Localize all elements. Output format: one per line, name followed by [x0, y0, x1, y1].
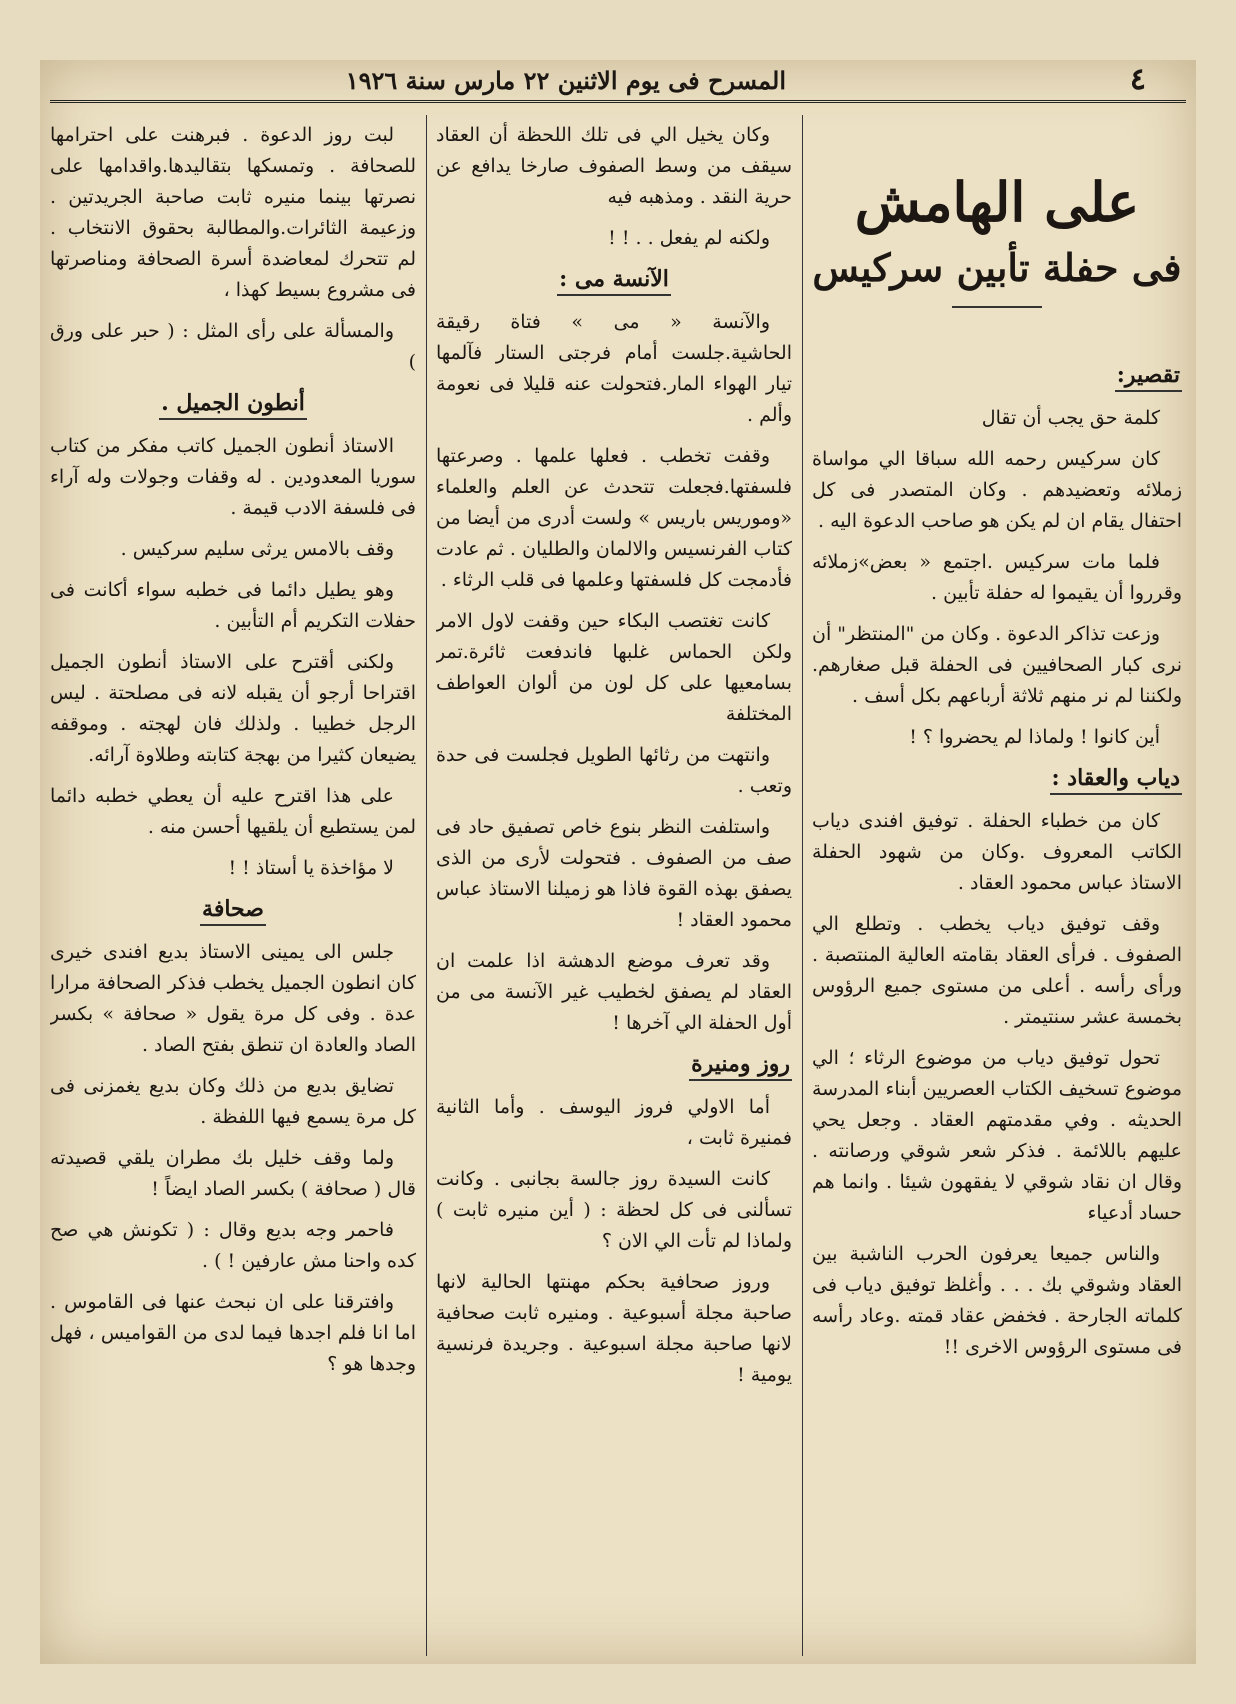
article-title: على الهامش [854, 170, 1140, 234]
paragraph: الاستاذ أنطون الجميل كاتب مفكر من كتاب سوريا المعدودين . له وقفات وجولات وله آراء فى فلسفة الادب قيمة . [50, 435, 416, 519]
paragraph: وكان يخيل الي فى تلك اللحظة أن العقاد سيقف من وسط الصفوف صارخا يدافع عن حرية النقد . ومذهبه فيه [436, 124, 792, 208]
section-heading: أنطون الجميل . [50, 388, 416, 419]
paragraph: ولكنى أقترح على الاستاذ أنطون الجميل اقتراحا أرجو أن يقبله لانه فى مصلحتة . ليس الرجل خطيبا . ولذلك فان لهجته . وموقفه يضيعان كثيرا من بهجة كتابته وطلاوة آرائه. [50, 651, 416, 766]
column-left [50, 120, 416, 1656]
paragraph: والمسألة على رأى المثل : ( حبر على ورق ) [50, 320, 416, 373]
title-divider [952, 306, 1042, 308]
column-rule [802, 115, 803, 1656]
paragraph: وقفت تخطب . فعلها علمها . وصرعتها فلسفتها.فجعلت تتحدث عن العلم والعلماء «وموريس باريس » ولست أدرى من أيضا من كتاب الفرنسيس والالمان والطليان . ثم عادت فأدمجت كل فلسفتها وعلمها فى قلب الرثاء . [436, 445, 792, 591]
paragraph: والناس جميعا يعرفون الحرب الناشبة بين العقاد وشوقي بك . . . وأغلظ توفيق دياب فى كلماته الجارحة . فخفض عقاد قمته .وعاد رأسه فى مستوى الرؤوس الاخرى !! [812, 1243, 1182, 1358]
column-right [812, 120, 1182, 1656]
paragraph: وزعت تذاكر الدعوة . وكان من "المنتظر" أن نرى كبار الصحافيين فى الحفلة قبل صغارهم. ولكننا لم نر منهم ثلاثة أرباعهم بكل أسف . [812, 623, 1182, 707]
paragraph: واستلفت النظر بنوع خاص تصفيق حاد فى صف من الصفوف . فتحولت لأرى من الذى يصفق بهذه القوة فاذا هو زميلنا الاستاذ عباس محمود العقاد ! [436, 816, 792, 931]
paragraph: وانتهت من رثائها الطويل فجلست فى حدة وتعب . [436, 744, 792, 797]
section-heading: روز ومنيرة [436, 1049, 792, 1080]
paragraph: تحول توفيق دياب من موضوع الرثاء ؛ الي موضوع تسخيف الكتاب العصريين أبناء المدرسة الحديثه . وفي مقدمتهم العقاد . وجعل يحي عليهم باللائمة . فذكر شعر شوقي ورصانته . وقال ان نقاد شوقي لا يفقهون شيئا . وانما هم حساد أدعياء [812, 1047, 1182, 1224]
paragraph: وقف بالامس يرثى سليم سركيس . [120, 538, 394, 560]
paragraph: وروز صحافية بحكم مهنتها الحالية لانها صاحبة مجلة أسبوعية . ومنيره ثابت صحافية لانها صاحبة مجلة اسبوعية . وجريدة فرنسية يومية ! [436, 1271, 792, 1386]
section-heading: الآنسة مى : [436, 264, 792, 295]
paragraph: كانت السيدة روز جالسة بجانبى . وكانت تسألنى فى كل لحظة : ( أين منيره ثابت ) ولماذا لم تأت الي الان ؟ [436, 1168, 792, 1252]
paragraph: كلمة حق يجب أن تقال [981, 407, 1160, 429]
paragraph: أما الاولي فروز اليوسف . وأما الثانية فمنيرة ثابت ، [436, 1096, 792, 1149]
paragraph: كان سركيس رحمه الله سباقا الي مواساة زملائه وتعضيدهم . وكان المتصدر فى كل احتفال يقام ان لم يكن هو صاحب الدعوة اليه . [812, 448, 1182, 532]
paragraph: أين كانوا ! ولماذا لم يحضروا ؟ ! [909, 726, 1160, 748]
paragraph: فاحمر وجه بديع وقال : ( تكونش هي صح كده واحنا مش عارفين ! ) . [50, 1219, 416, 1272]
column-middle [436, 120, 792, 1656]
running-head: المسرح فى يوم الاثنين ٢٢ مارس سنة ١٩٢٦ [345, 66, 786, 95]
column-rule [426, 115, 427, 1656]
page-header [50, 60, 1186, 103]
paragraph: على هذا اقترح عليه أن يعطي خطبه دائما لمن يستطيع أن يلقيها أحسن منه . [50, 785, 416, 838]
paragraph: لا مؤاخذة يا أستاذ ! ! [228, 857, 394, 879]
paragraph: تضايق بديع من ذلك وكان بديع يغمزنى فى كل مرة يسمع فيها اللفظة . [50, 1075, 416, 1128]
newspaper-page [40, 60, 1196, 1664]
paragraph: كانت تغتصب البكاء حين وقفت لاول الامر ولكن الحماس غلبها فاندفعت ثائرة.تمر بسامعيها على كل لون من ألوان العواطف المختلفة [436, 610, 792, 725]
page-number: ٤ [1129, 62, 1146, 97]
article-subtitle: فى حفلة تأبين سركيس [812, 245, 1182, 290]
paragraph: كان من خطباء الحفلة . توفيق افندى دياب الكاتب المعروف .وكان من شهود الحفلة الاستاذ عباس محمود العقاد . [812, 810, 1182, 894]
paragraph: جلس الى يمينى الاستاذ بديع افندى خيرى كان انطون الجميل يخطب فذكر الصحافة مرارا عدة . وفى كل مرة يقول « صحافة » بكسر الصاد والعادة ان تنطق بفتح الصاد . [50, 941, 416, 1056]
paragraph: وهو يطيل دائما فى خطبه سواء أكانت فى حفلات التكريم أم التأبين . [50, 579, 416, 632]
section-heading: تقصير: [812, 360, 1182, 391]
paragraph: فلما مات سركيس .اجتمع « بعض»زملائه وقرروا أن يقيموا له حفلة تأبين . [812, 551, 1182, 604]
paragraph: وقف توفيق دياب يخطب . وتطلع الي الصفوف . فرأى العقاد بقامته العالية المنتصبة . ورأى رأسه . أعلى من مستوى جميع الرؤوس بخمسة عشر سنتيمتر . [812, 913, 1182, 1028]
section-heading: صحافة [50, 894, 416, 925]
paragraph: ولما وقف خليل بك مطران يلقي قصيدته قال ( صحافة ) بكسر الصاد ايضاً ! [50, 1147, 416, 1200]
paragraph: وقد تعرف موضع الدهشة اذا علمت ان العقاد لم يصفق لخطيب غير الآنسة مى من أول الحفلة الي آخرها ! [436, 950, 792, 1034]
section-heading: دياب والعقاد : [812, 763, 1182, 794]
paragraph: وافترقنا على ان نبحث عنها فى القاموس . اما انا فلم اجدها فيما لدى من القواميس ، فهل وجدها هو ؟ [50, 1291, 416, 1375]
paragraph: لبت روز الدعوة . فبرهنت على احترامها للصحافة . وتمسكها بتقاليدها.واقدامها على نصرتها بينما منيره ثابت صاحبة الجريدتين . وزعيمة الثائرات.والمطالبة بحقوق الانتخاب . لم تتحرك لمعاضدة أسرة الصحافة ومناصرتها فى مشروع بسيط كهذا ، [50, 124, 416, 301]
paragraph: والآنسة « مى » فتاة رقيقة الحاشية.جلست أمام فرجتى الستار فآلمها تيار الهواء المار.فتحولت عنه قليلا فى نعومة وألم . [436, 311, 792, 426]
paragraph: ولكنه لم يفعل . . ! ! [608, 227, 770, 249]
